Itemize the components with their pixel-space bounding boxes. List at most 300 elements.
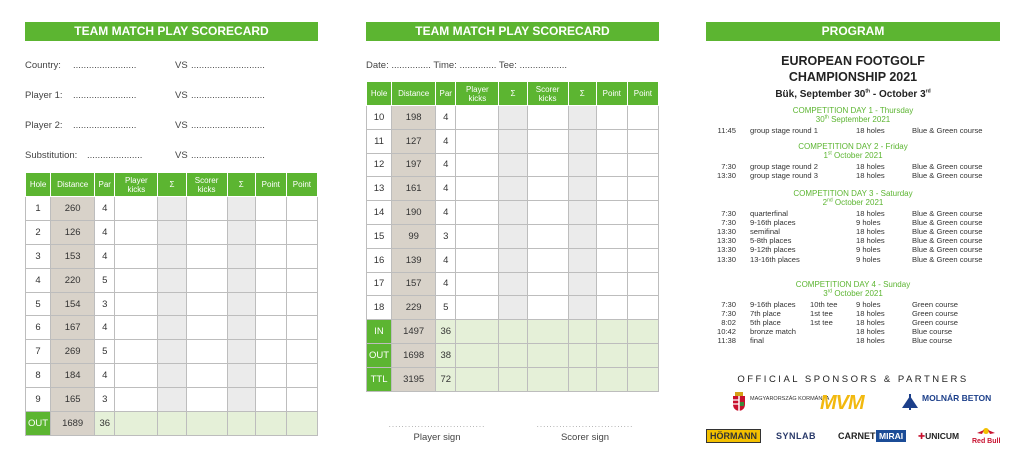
- scorer-kicks-cell[interactable]: [527, 201, 568, 225]
- player-sum-cell[interactable]: [499, 248, 527, 272]
- point-cell-1[interactable]: [596, 201, 627, 225]
- hole-row: [367, 248, 659, 272]
- point-cell-2[interactable]: [627, 272, 658, 296]
- scorer-sum-cell[interactable]: [227, 268, 255, 292]
- player-kicks-cell[interactable]: [456, 272, 499, 296]
- field-dots-left[interactable]: .....................: [87, 150, 143, 161]
- hole-par: 4: [95, 316, 115, 340]
- event-tee: 1st tee: [810, 318, 833, 328]
- player-kicks-cell[interactable]: [456, 296, 499, 320]
- player-sum-cell[interactable]: [499, 129, 527, 153]
- hole-row: [367, 129, 659, 153]
- event-holes: 18 holes: [856, 209, 885, 218]
- competition-day-date: 3rd October 2021: [823, 288, 883, 298]
- point-cell-1[interactable]: [596, 129, 627, 153]
- total-score-cell[interactable]: [627, 343, 658, 367]
- event-time: 13:30: [716, 245, 736, 255]
- point-cell-2[interactable]: [286, 292, 317, 316]
- hole-number: 2: [26, 220, 51, 244]
- hole-row: [367, 177, 659, 201]
- point-cell-2[interactable]: [286, 220, 317, 244]
- event-name: 5th place: [750, 318, 781, 328]
- column-header: Player kicks: [456, 82, 499, 106]
- total-par: 72: [436, 367, 456, 391]
- date-field[interactable]: ...............: [391, 60, 431, 71]
- scorer-sum-cell[interactable]: [227, 388, 255, 412]
- event-holes: 18 holes: [856, 171, 885, 181]
- point-cell-1[interactable]: [255, 220, 286, 244]
- scorer-kicks-cell[interactable]: [186, 268, 227, 292]
- scorer-sum-cell[interactable]: [568, 129, 596, 153]
- point-cell-2[interactable]: [286, 268, 317, 292]
- championship-location-dates: Bük, September 30th - October 3rd: [775, 88, 931, 100]
- hole-par: 4: [436, 248, 456, 272]
- point-cell-1[interactable]: [255, 292, 286, 316]
- event-name: quarterfinal: [750, 209, 788, 218]
- player-kicks-cell[interactable]: [456, 129, 499, 153]
- hole-par: 3: [95, 292, 115, 316]
- total-score-cell[interactable]: [227, 412, 255, 436]
- hole-number: 4: [26, 268, 51, 292]
- event-name: group stage round 2: [750, 162, 818, 171]
- event-course: Blue & Green course: [912, 162, 983, 171]
- event-name: 7th place: [750, 309, 781, 319]
- scorer-kicks-cell[interactable]: [186, 340, 227, 364]
- hole-distance: 198: [392, 106, 436, 130]
- hole-par: 5: [95, 340, 115, 364]
- hole-par: 4: [436, 106, 456, 130]
- competition-day-date: 1st October 2021: [823, 150, 883, 160]
- player-sum-cell[interactable]: [158, 292, 186, 316]
- column-header: Distance: [51, 173, 95, 197]
- total-score-cell[interactable]: [456, 343, 499, 367]
- championship-heading-2: CHAMPIONSHIP 2021: [788, 70, 918, 84]
- column-header: Par: [436, 82, 456, 106]
- player-sum-cell[interactable]: [158, 244, 186, 268]
- scorer-sum-cell[interactable]: [568, 296, 596, 320]
- event-time: 11:45: [717, 126, 736, 135]
- player-sum-cell[interactable]: [499, 296, 527, 320]
- event-course: Blue & Green course: [912, 254, 983, 264]
- scorer-sum-cell[interactable]: [227, 340, 255, 364]
- hole-distance: 99: [392, 224, 436, 248]
- redbull-bulls-icon: [976, 427, 996, 435]
- event-time: 13:30: [716, 171, 736, 181]
- event-course: Blue & Green course: [912, 209, 983, 218]
- hole-number: 8: [26, 364, 51, 388]
- hole-distance: 161: [392, 177, 436, 201]
- hole-row: [26, 340, 318, 364]
- point-cell-2[interactable]: [627, 177, 658, 201]
- column-header: Scorer kicks: [186, 173, 227, 197]
- total-par: 36: [95, 412, 115, 436]
- unicum-cross-icon: ✚: [918, 431, 926, 441]
- event-course: Green course: [912, 318, 959, 328]
- hole-row: [26, 388, 318, 412]
- scorer-sum-cell[interactable]: [227, 364, 255, 388]
- hole-number: 15: [367, 224, 392, 248]
- point-cell-1[interactable]: [596, 272, 627, 296]
- point-cell-2[interactable]: [627, 201, 658, 225]
- point-cell-2[interactable]: [627, 106, 658, 130]
- scorer-kicks-cell[interactable]: [186, 316, 227, 340]
- scorer-kicks-cell[interactable]: [527, 224, 568, 248]
- event-time: 13:30: [716, 227, 736, 237]
- column-header: Σ: [158, 173, 186, 197]
- total-score-cell[interactable]: [255, 412, 286, 436]
- event-time: 11:38: [717, 336, 736, 346]
- date-time-tee-line: [366, 60, 567, 71]
- point-cell-1[interactable]: [255, 316, 286, 340]
- time-label: Time:: [433, 60, 457, 71]
- field-dots-right[interactable]: ............................: [191, 150, 265, 161]
- event-course: Blue & Green course: [912, 171, 983, 181]
- hole-distance: 260: [51, 197, 95, 221]
- total-score-cell[interactable]: [527, 343, 568, 367]
- total-label: TTL: [367, 367, 392, 391]
- hole-row: [367, 106, 659, 130]
- unicum-logo: ✚UNICUM: [918, 431, 960, 441]
- point-cell-2[interactable]: [286, 244, 317, 268]
- total-distance: 1698: [392, 343, 436, 367]
- player-sum-cell[interactable]: [158, 268, 186, 292]
- point-cell-2[interactable]: [627, 224, 658, 248]
- player-sum-cell[interactable]: [499, 201, 527, 225]
- player-kicks-cell[interactable]: [456, 248, 499, 272]
- hole-number: 9: [26, 388, 51, 412]
- hole-distance: 139: [392, 248, 436, 272]
- point-cell-1[interactable]: [255, 340, 286, 364]
- point-cell-2[interactable]: [627, 153, 658, 177]
- player-sign-label: Player sign: [413, 432, 461, 443]
- hole-par: 3: [95, 388, 115, 412]
- hole-row: [26, 316, 318, 340]
- event-course: Blue & Green course: [912, 236, 983, 246]
- point-cell-1[interactable]: [596, 224, 627, 248]
- hole-par: 4: [436, 201, 456, 225]
- hole-distance: 269: [51, 340, 95, 364]
- scorer-kicks-cell[interactable]: [186, 364, 227, 388]
- mvm-logo: MVM: [820, 392, 864, 414]
- player-sum-cell[interactable]: [499, 177, 527, 201]
- hole-par: 4: [436, 272, 456, 296]
- total-score-cell[interactable]: [499, 367, 527, 391]
- field-vs: VS: [175, 90, 188, 101]
- point-cell-2[interactable]: [286, 364, 317, 388]
- scorer-sum-cell[interactable]: [568, 153, 596, 177]
- player-kicks-cell[interactable]: [115, 340, 158, 364]
- player-sum-cell[interactable]: [158, 388, 186, 412]
- hole-par: 4: [436, 177, 456, 201]
- scorer-sum-cell[interactable]: [227, 197, 255, 221]
- hole-distance: 165: [51, 388, 95, 412]
- hole-row: [26, 244, 318, 268]
- scorer-kicks-cell[interactable]: [186, 220, 227, 244]
- total-score-cell[interactable]: [527, 320, 568, 344]
- player-sum-cell[interactable]: [499, 272, 527, 296]
- left-scorecard-table: [25, 172, 318, 436]
- hole-row: [26, 268, 318, 292]
- scorer-kicks-cell[interactable]: [186, 197, 227, 221]
- player-sign-block: [382, 420, 492, 443]
- hungarian-coat-of-arms-icon: [732, 392, 746, 412]
- field-label: Player 1:: [25, 90, 63, 101]
- hole-par: 5: [95, 268, 115, 292]
- point-cell-1[interactable]: [255, 388, 286, 412]
- player-kicks-cell[interactable]: [115, 364, 158, 388]
- scorer-sign-block: [530, 420, 640, 443]
- event-name: group stage round 1: [750, 126, 818, 135]
- event-holes: 18 holes: [856, 162, 885, 171]
- event-time: 7:30: [721, 162, 736, 171]
- scorer-kicks-cell[interactable]: [527, 272, 568, 296]
- field-vs: VS: [175, 60, 188, 71]
- column-header: Scorer kicks: [527, 82, 568, 106]
- player-sum-cell[interactable]: [158, 197, 186, 221]
- event-name: semifinal: [750, 227, 780, 237]
- scorer-kicks-cell[interactable]: [527, 153, 568, 177]
- point-cell-1[interactable]: [255, 244, 286, 268]
- total-distance: 1689: [51, 412, 95, 436]
- scorer-sum-cell[interactable]: [568, 201, 596, 225]
- scorer-kicks-cell[interactable]: [527, 129, 568, 153]
- government-logo: [732, 392, 746, 417]
- event-time: 8:02: [721, 318, 736, 328]
- player-kicks-cell[interactable]: [115, 316, 158, 340]
- hole-distance: 229: [392, 296, 436, 320]
- scorer-sign-line[interactable]: ..............................: [536, 420, 634, 429]
- scorer-kicks-cell[interactable]: [527, 106, 568, 130]
- scorer-sum-cell[interactable]: [568, 106, 596, 130]
- event-course: Blue course: [912, 336, 953, 346]
- redbull-logo: Red Bull: [972, 427, 1000, 446]
- point-cell-1[interactable]: [255, 197, 286, 221]
- field-vs: VS: [175, 120, 188, 131]
- total-score-cell[interactable]: [499, 343, 527, 367]
- total-label: OUT: [367, 343, 392, 367]
- point-cell-1[interactable]: [596, 296, 627, 320]
- field-dots-left[interactable]: ........................: [73, 90, 137, 101]
- event-course: Green course: [912, 309, 959, 319]
- molnar-beton-text: MOLNÁR BETON: [922, 393, 992, 403]
- total-distance: 1497: [392, 320, 436, 344]
- synlab-logo: SYNLAB: [776, 431, 817, 441]
- total-score-cell[interactable]: [596, 343, 627, 367]
- player-sum-cell[interactable]: [158, 220, 186, 244]
- event-holes: 18 holes: [856, 126, 885, 135]
- player-kicks-cell[interactable]: [456, 106, 499, 130]
- scorer-sum-cell[interactable]: [568, 224, 596, 248]
- scorer-sum-cell[interactable]: [227, 220, 255, 244]
- hole-number: 13: [367, 177, 392, 201]
- event-time: 7:30: [721, 209, 736, 218]
- event-name: 9-12th places: [750, 245, 796, 255]
- player-kicks-cell[interactable]: [456, 201, 499, 225]
- player-sum-cell[interactable]: [158, 364, 186, 388]
- total-score-cell[interactable]: [115, 412, 158, 436]
- event-time: 7:30: [721, 300, 736, 309]
- point-cell-1[interactable]: [596, 153, 627, 177]
- hole-number: 14: [367, 201, 392, 225]
- event-tee: 10th tee: [810, 300, 838, 309]
- scorer-kicks-cell[interactable]: [527, 296, 568, 320]
- hole-number: 6: [26, 316, 51, 340]
- field-dots-right[interactable]: ............................: [191, 120, 265, 131]
- header-row: [367, 82, 659, 106]
- event-holes: 9 holes: [856, 254, 881, 264]
- player-sum-cell[interactable]: [499, 224, 527, 248]
- scorer-kicks-cell[interactable]: [527, 248, 568, 272]
- tee-field[interactable]: ..................: [519, 60, 568, 71]
- total-score-cell[interactable]: [158, 412, 186, 436]
- hole-row: [367, 296, 659, 320]
- point-cell-1[interactable]: [596, 248, 627, 272]
- field-dots-left[interactable]: ........................: [73, 120, 137, 131]
- hole-par: 4: [436, 153, 456, 177]
- event-name: final: [750, 336, 764, 346]
- scorer-kicks-cell[interactable]: [527, 177, 568, 201]
- player-sum-cell[interactable]: [499, 153, 527, 177]
- scorer-sum-cell[interactable]: [227, 244, 255, 268]
- total-label: IN: [367, 320, 392, 344]
- total-score-cell[interactable]: [627, 320, 658, 344]
- total-score-cell[interactable]: [596, 320, 627, 344]
- total-score-cell[interactable]: [568, 343, 596, 367]
- point-cell-2[interactable]: [286, 197, 317, 221]
- player-kicks-cell[interactable]: [115, 268, 158, 292]
- player-kicks-cell[interactable]: [115, 244, 158, 268]
- point-cell-2[interactable]: [286, 316, 317, 340]
- column-header: Σ: [227, 173, 255, 197]
- total-score-cell[interactable]: [596, 367, 627, 391]
- total-score-cell[interactable]: [456, 367, 499, 391]
- total-par: 36: [436, 320, 456, 344]
- hole-par: 4: [95, 220, 115, 244]
- scorer-sum-cell[interactable]: [568, 272, 596, 296]
- column-header: Σ: [568, 82, 596, 106]
- point-cell-1[interactable]: [255, 364, 286, 388]
- point-cell-2[interactable]: [286, 388, 317, 412]
- hole-number: 12: [367, 153, 392, 177]
- point-cell-1[interactable]: [596, 177, 627, 201]
- date-label: Date:: [366, 60, 389, 71]
- event-course: Blue & Green course: [912, 245, 983, 255]
- hormann-logo: HÖRMANN: [706, 429, 761, 443]
- column-header: Player kicks: [115, 173, 158, 197]
- player-kicks-cell[interactable]: [456, 177, 499, 201]
- player-sign-line[interactable]: ..............................: [388, 420, 486, 429]
- total-score-cell[interactable]: [627, 367, 658, 391]
- total-score-cell[interactable]: [568, 320, 596, 344]
- scorer-kicks-cell[interactable]: [186, 244, 227, 268]
- middle-scorecard-table: [366, 81, 659, 392]
- column-header: Point: [286, 173, 317, 197]
- player-kicks-cell[interactable]: [115, 197, 158, 221]
- total-label: OUT: [26, 412, 51, 436]
- field-line: [25, 60, 325, 71]
- player-sum-cell[interactable]: [499, 106, 527, 130]
- scorer-kicks-cell[interactable]: [186, 388, 227, 412]
- player-sum-cell[interactable]: [158, 316, 186, 340]
- molnar-beton-icon: [900, 392, 920, 412]
- hole-par: 4: [95, 244, 115, 268]
- event-holes: 18 holes: [856, 336, 885, 346]
- column-header: Par: [95, 173, 115, 197]
- hole-distance: 184: [51, 364, 95, 388]
- hole-row: [26, 197, 318, 221]
- point-cell-1[interactable]: [255, 268, 286, 292]
- point-cell-2[interactable]: [627, 248, 658, 272]
- competition-day-title: COMPETITION DAY 2 - Friday: [798, 142, 908, 151]
- hole-distance: 190: [392, 201, 436, 225]
- event-name: 5-8th places: [750, 236, 792, 246]
- event-holes: 18 holes: [856, 309, 885, 319]
- field-dots-right[interactable]: ............................: [191, 90, 265, 101]
- field-line: [25, 90, 325, 101]
- point-cell-2[interactable]: [627, 129, 658, 153]
- player-kicks-cell[interactable]: [456, 224, 499, 248]
- field-dots-right[interactable]: ............................: [191, 60, 265, 71]
- point-cell-1[interactable]: [596, 106, 627, 130]
- scorer-sum-cell[interactable]: [227, 292, 255, 316]
- total-row: [367, 343, 659, 367]
- total-distance: 3195: [392, 367, 436, 391]
- competition-day-title: COMPETITION DAY 1 - Thursday: [792, 106, 914, 115]
- event-name: 13-16th places: [750, 254, 800, 264]
- player-kicks-cell[interactable]: [115, 220, 158, 244]
- column-header: Distance: [392, 82, 436, 106]
- hole-distance: 157: [392, 272, 436, 296]
- middle-title: TEAM MATCH PLAY SCORECARD: [366, 22, 659, 41]
- point-cell-2[interactable]: [286, 340, 317, 364]
- hole-distance: 126: [51, 220, 95, 244]
- player-sum-cell[interactable]: [158, 340, 186, 364]
- hole-number: 3: [26, 244, 51, 268]
- scorer-kicks-cell[interactable]: [186, 292, 227, 316]
- total-par: 38: [436, 343, 456, 367]
- player-kicks-cell[interactable]: [115, 388, 158, 412]
- championship-heading-1: EUROPEAN FOOTGOLF: [781, 54, 925, 68]
- player-kicks-cell[interactable]: [456, 153, 499, 177]
- scorer-sum-cell[interactable]: [227, 316, 255, 340]
- field-dots-left[interactable]: ........................: [73, 60, 137, 71]
- total-score-cell[interactable]: [499, 320, 527, 344]
- column-header: Point: [255, 173, 286, 197]
- government-logo-text: MAGYARORSZÁG KORMÁNYA: [750, 396, 830, 402]
- scorer-sum-cell[interactable]: [568, 177, 596, 201]
- total-score-cell[interactable]: [456, 320, 499, 344]
- total-score-cell[interactable]: [568, 367, 596, 391]
- field-label: Player 2:: [25, 120, 63, 131]
- event-holes: 9 holes: [856, 300, 881, 309]
- event-holes: 18 holes: [856, 236, 885, 246]
- total-score-cell[interactable]: [527, 367, 568, 391]
- total-score-cell[interactable]: [186, 412, 227, 436]
- player-kicks-cell[interactable]: [115, 292, 158, 316]
- mirai-logo: MIRAI: [876, 430, 906, 442]
- scorer-sum-cell[interactable]: [568, 248, 596, 272]
- point-cell-2[interactable]: [627, 296, 658, 320]
- time-field[interactable]: ..............: [459, 60, 497, 71]
- field-label: Country:: [25, 60, 61, 71]
- competition-day-title: COMPETITION DAY 3 - Saturday: [793, 189, 913, 198]
- total-row: [367, 320, 659, 344]
- program-title: PROGRAM: [706, 22, 1000, 41]
- hole-number: 18: [367, 296, 392, 320]
- hole-par: 3: [436, 224, 456, 248]
- total-score-cell[interactable]: [286, 412, 317, 436]
- hole-row: [367, 201, 659, 225]
